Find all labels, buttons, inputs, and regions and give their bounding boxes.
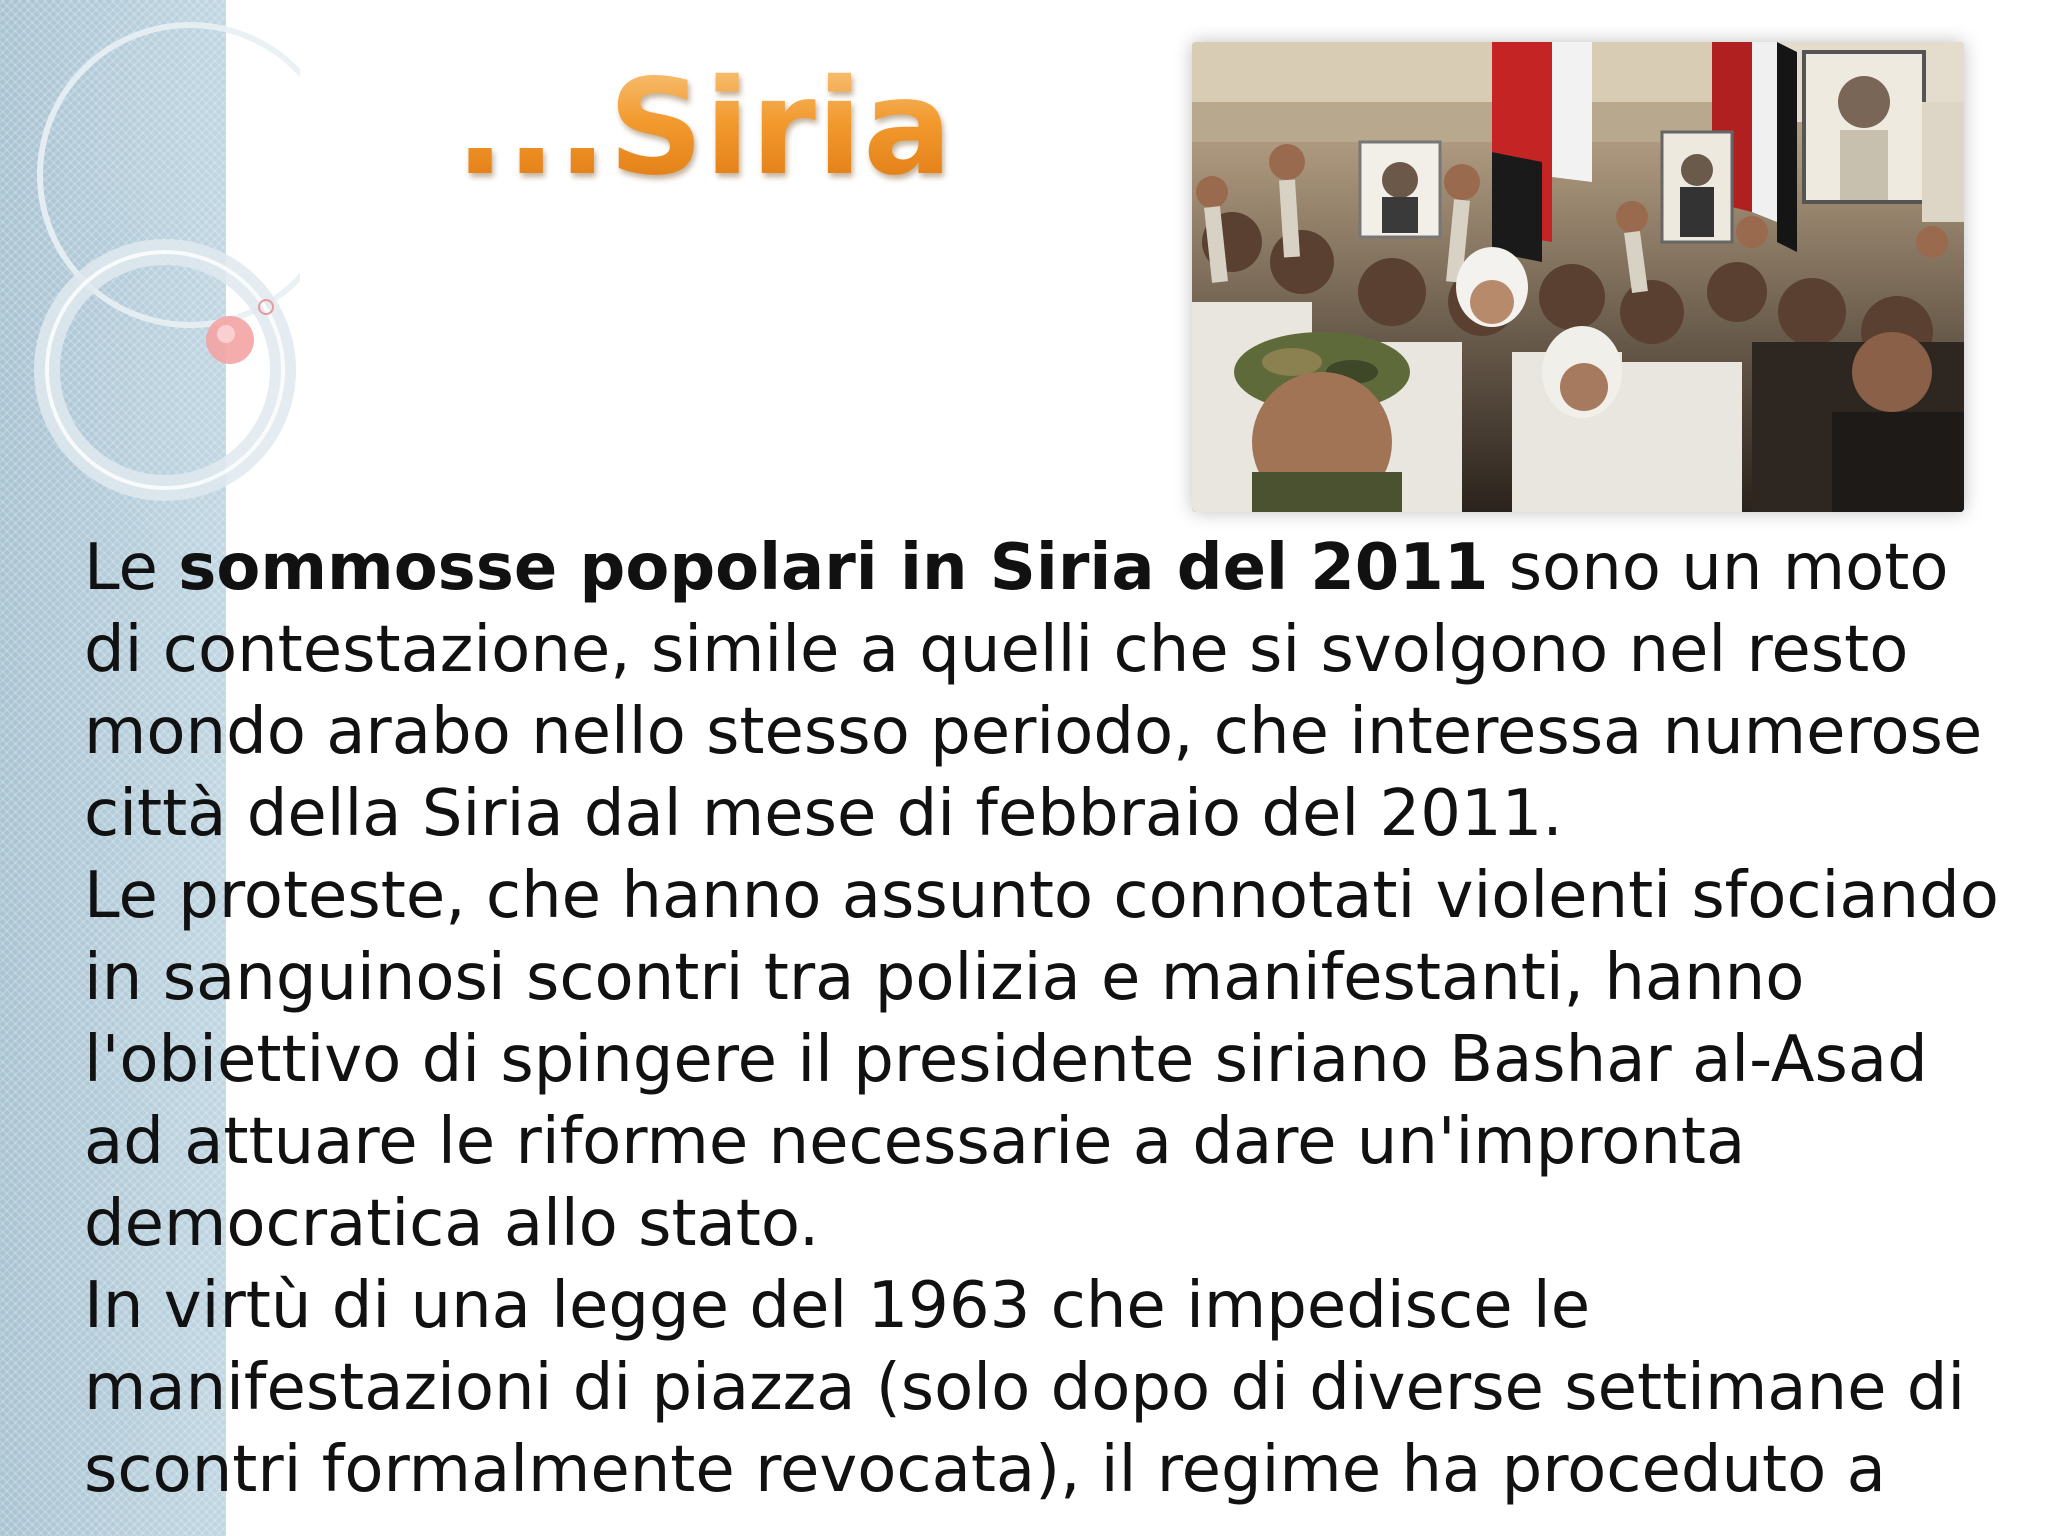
p1-bold-phrase: sommosse popolari in Siria del 2011 (178, 531, 1489, 605)
p1-rest: sono un moto di contestazione, simile a quelli che si svolgono nel resto mondo arabo nello stesso periodo, che interessa numerose città della Siria dal mese di febbraio del 2011. (84, 531, 1983, 851)
paragraph-2: Le proteste, che hanno assunto connotati violenti sfociando in sanguinosi scontri tra polizia e manifestanti, hanno l'obiettivo di spingere il presidente siriano Bashar al-Asad ad attuare le riforme necessarie a dare un'impronta democratica allo stato. (84, 859, 1999, 1261)
protest-photo (1192, 42, 1964, 512)
decorative-circles (0, 0, 300, 520)
p1-lead: Le (84, 531, 179, 605)
paragraph-3: In virtù di una legge del 1963 che impedisce le manifestazioni di piazza (solo dopo di diverse settimane di scontri formalmente revocata), il regime ha proceduto a (84, 1269, 1966, 1507)
paragraph-1 (84, 527, 2014, 855)
slide-title: ...Siria (455, 51, 954, 205)
body-text (84, 527, 2014, 1511)
